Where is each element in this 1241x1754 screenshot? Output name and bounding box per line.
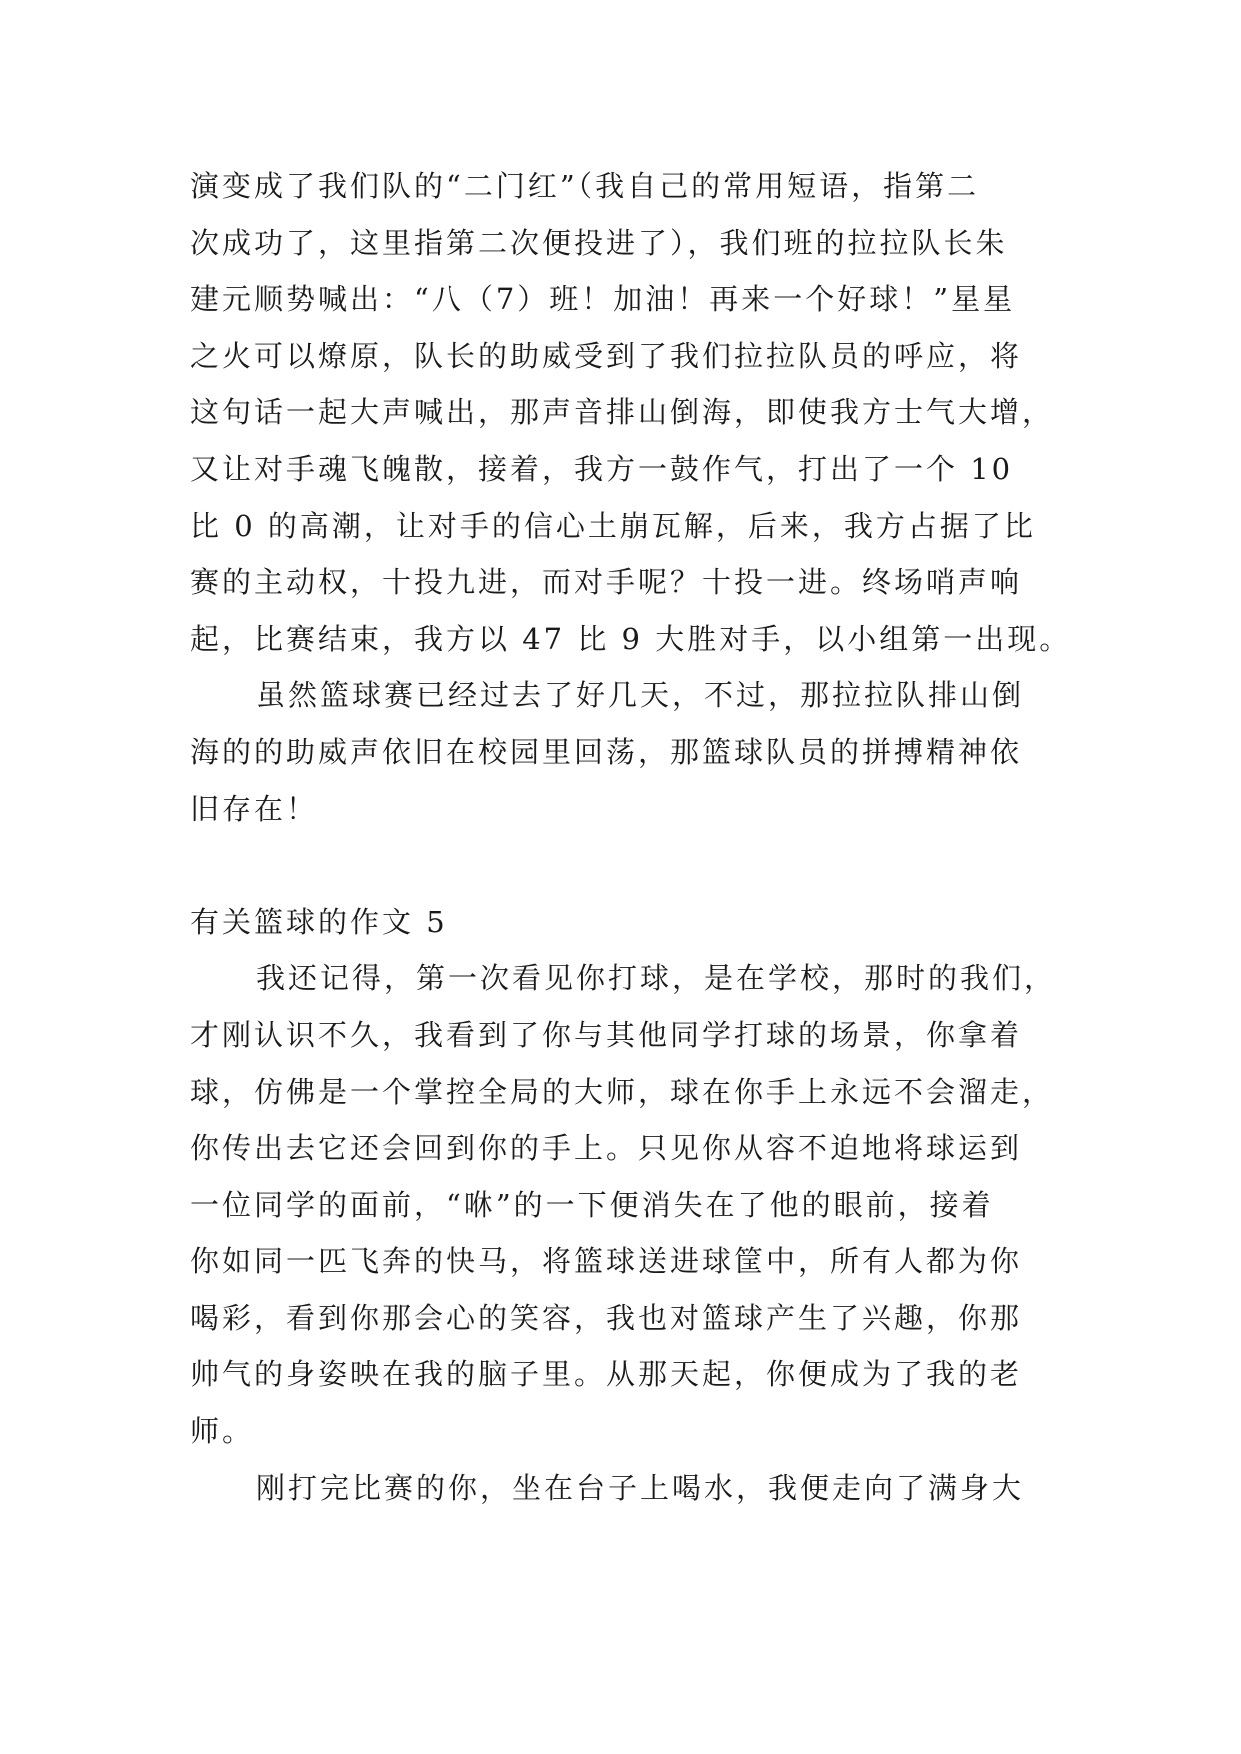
section-heading: 有关篮球的作文 5 [190, 904, 448, 939]
text-line: 又让对手魂飞魄散，接着，我方一鼓作气，打出了一个 10 [190, 451, 1014, 486]
paragraph-1 [190, 158, 1072, 667]
text-line: 海的的助威声依旧在校园里回荡，那篮球队员的拼搏精神依 [190, 734, 1023, 769]
text-line: 球，仿佛是一个掌控全局的大师，球在你手上永远不会溜走， [190, 1074, 1055, 1109]
text-line: 赛的主动权，十投九进，而对手呢？十投一进。终场哨声响 [190, 565, 1023, 600]
text-line: 我还记得，第一次看见你打球，是在学校，那时的我们， [256, 961, 1057, 996]
paragraph-3 [190, 950, 1057, 1459]
text-line: 虽然篮球赛已经过去了好几天，不过，那拉拉队排山倒 [256, 678, 1025, 713]
text-line: 起，比赛结束，我方以 47 比 9 大胜对手，以小组第一出现。 [190, 621, 1072, 656]
paragraph-2 [190, 667, 1050, 837]
text-line: 这句话一起大声喊出，那声音排山倒海，即使我方士气大增， [190, 395, 1055, 430]
text-line: 你传出去它还会回到你的手上。只见你从容不迫地将球运到 [190, 1131, 1023, 1166]
document-body [190, 158, 1072, 1516]
text-line: 师。 [190, 1414, 255, 1449]
text-line: 一位同学的面前，“咻”的一下便消失在了他的眼前，接着 [190, 1187, 994, 1222]
text-line: 你如同一匹飞奔的快马，将篮球送进球筐中，所有人都为你 [190, 1244, 1023, 1279]
text-line: 才刚认识不久，我看到了你与其他同学打球的场景，你拿着 [190, 1017, 1023, 1052]
text-line: 帅气的身姿映在我的脑子里。从那天起，你便成为了我的老 [190, 1357, 1023, 1392]
paragraph-spacer [190, 837, 1050, 894]
text-line: 演变成了我们队的“二门红”（我自己的常用短语，指第二 [190, 169, 980, 203]
paragraph-4 [190, 1460, 1050, 1517]
text-line: 建元顺势喊出：“八（7）班！加油！再来一个好球！”星星 [190, 282, 1016, 317]
text-line: 刚打完比赛的你，坐在台子上喝水，我便走向了满身大 [256, 1470, 1025, 1505]
text-line: 之火可以燎原，队长的助威受到了我们拉拉队员的呼应，将 [190, 338, 1023, 373]
text-line: 比 0 的高潮，让对手的信心土崩瓦解，后来，我方占据了比 [190, 508, 1036, 543]
text-line: 旧存在！ [190, 791, 319, 826]
text-line: 喝彩，看到你那会心的笑容，我也对篮球产生了兴趣，你那 [190, 1300, 1023, 1335]
text-line: 次成功了，这里指第二次便投进了），我们班的拉拉队长朱 [190, 225, 1008, 260]
